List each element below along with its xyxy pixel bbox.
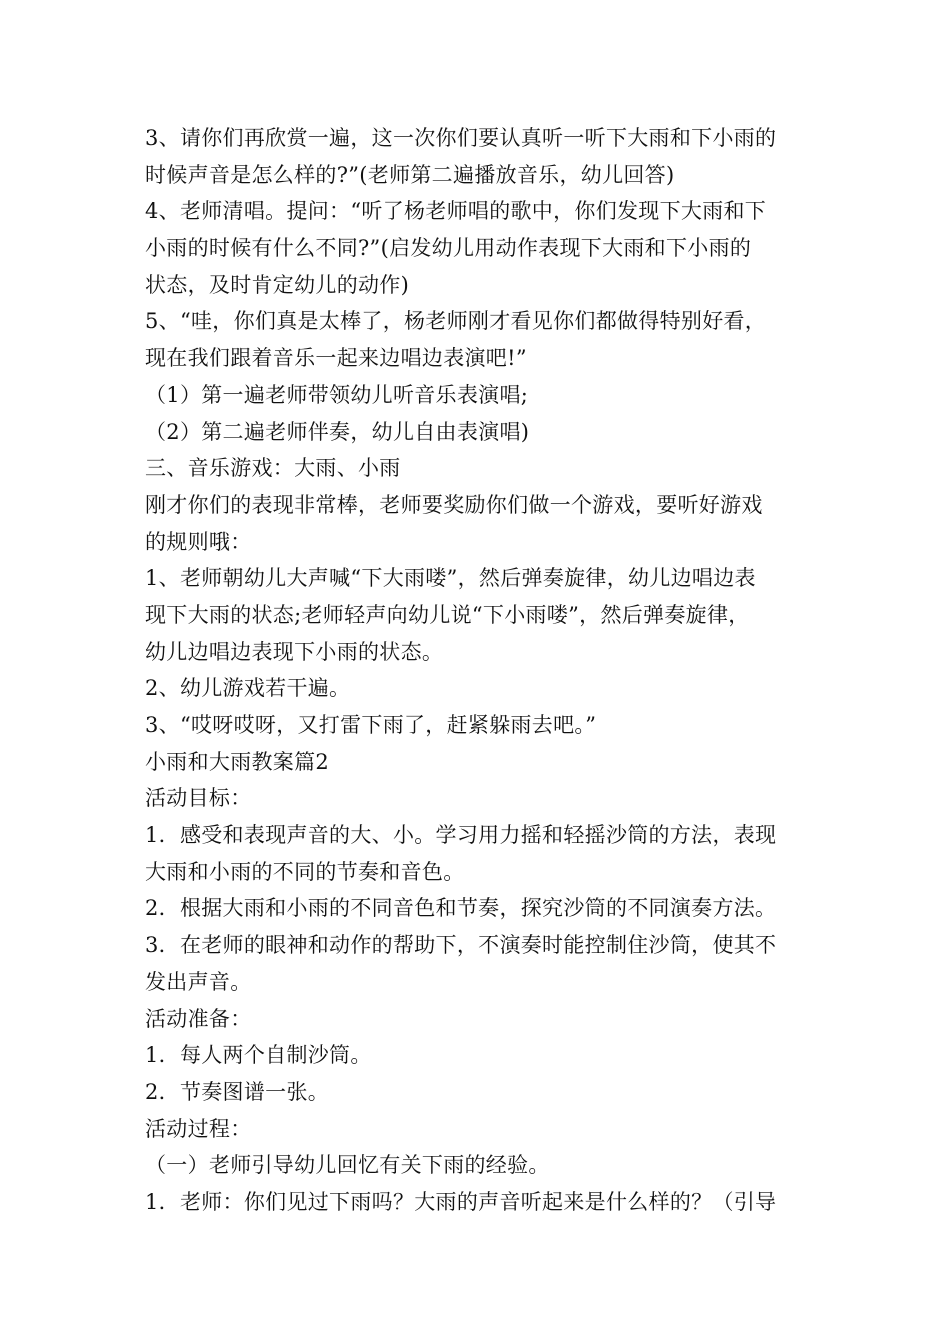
text-line: 的规则哦： bbox=[145, 529, 252, 554]
text-line: 时候声音是怎么样的?”(老师第二遍播放音乐，幼儿回答) bbox=[145, 162, 675, 187]
text-line: 现在我们跟着音乐一起来边唱边表演吧!” bbox=[145, 346, 527, 371]
text-line: 活动准备： bbox=[145, 1006, 252, 1031]
text-line: 小雨和大雨教案篇2 bbox=[145, 749, 330, 774]
text-line: 2．节奏图谱一张。 bbox=[145, 1079, 330, 1104]
text-line: 小雨的时候有什么不同?”(启发幼儿用动作表现下大雨和下小雨的 bbox=[145, 236, 752, 261]
text-line: 2．根据大雨和小雨的不同音色和节奏，探究沙筒的不同演奏方法。 bbox=[145, 896, 777, 921]
text-line: 活动过程： bbox=[145, 1116, 252, 1141]
text-line: 刚才你们的表现非常棒，老师要奖励你们做一个游戏，要听好游戏 bbox=[145, 492, 763, 517]
text-line: 1．每人两个自制沙筒。 bbox=[145, 1043, 372, 1068]
text-line: 1、老师朝幼儿大声喊“下大雨喽”，然后弹奏旋律，幼儿边唱边表 bbox=[145, 566, 756, 591]
text-line: 2、幼儿游戏若干遍。 bbox=[145, 676, 351, 701]
text-line: 3．在老师的眼神和动作的帮助下，不演奏时能控制住沙筒，使其不 bbox=[145, 933, 777, 958]
text-line: 发出声音。 bbox=[145, 969, 252, 994]
text-line: 1．感受和表现声音的大、小。学习用力摇和轻摇沙筒的方法，表现 bbox=[145, 823, 777, 848]
text-line: 大雨和小雨的不同的节奏和音色。 bbox=[145, 859, 465, 884]
text-line: 3、请你们再欣赏一遍，这一次你们要认真听一听下大雨和下小雨的 bbox=[145, 126, 777, 150]
text-line: （2）第二遍老师伴奏，幼儿自由表演唱) bbox=[145, 419, 530, 444]
text-line: （1）第一遍老师带领幼儿听音乐表演唱; bbox=[145, 382, 529, 407]
text-line: 幼儿边唱边表现下小雨的状态。 bbox=[145, 639, 444, 664]
document-body bbox=[145, 120, 815, 1221]
text-line: 4、老师清唱。提问：“听了杨老师唱的歌中，你们发现下大雨和下 bbox=[145, 199, 767, 224]
text-line: 活动目标： bbox=[145, 786, 252, 811]
text-line: 1．老师：你们见过下雨吗？大雨的声音听起来是什么样的？（引导 bbox=[145, 1189, 777, 1214]
text-line: 3、“哎呀哎呀，又打雷下雨了，赶紧躲雨去吧。” bbox=[145, 713, 597, 737]
text-line: 状态，及时肯定幼儿的动作) bbox=[145, 272, 410, 297]
text-line: 5、“哇，你们真是太棒了，杨老师刚才看见你们都做得特别好看， bbox=[145, 309, 767, 334]
text-line: 现下大雨的状态;老师轻声向幼儿说“下小雨喽”，然后弹奏旋律， bbox=[145, 602, 750, 627]
text-line: （一）老师引导幼儿回忆有关下雨的经验。 bbox=[145, 1153, 550, 1178]
text-line: 三、音乐游戏：大雨、小雨 bbox=[145, 456, 401, 481]
